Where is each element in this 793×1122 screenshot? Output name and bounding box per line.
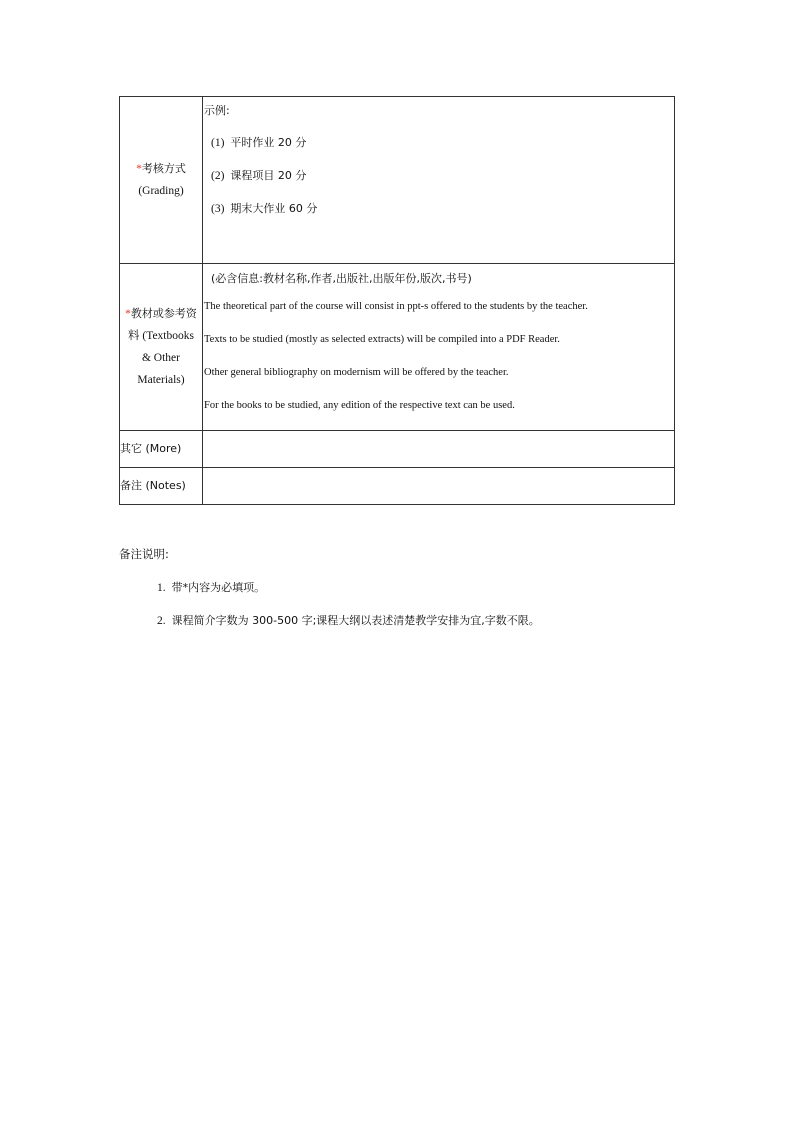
grading-item-num: (3) xyxy=(211,203,225,215)
remarks-title: 备注说明: xyxy=(119,547,169,561)
textbooks-label xyxy=(120,264,203,431)
textbooks-row xyxy=(120,264,675,431)
grading-row xyxy=(120,97,675,264)
remark-num: 1. xyxy=(157,582,166,594)
notes-label-text: 备注 (Notes) xyxy=(120,479,186,492)
textbooks-line: Texts to be studied (mostly as selected extracts) will be compiled into a PDF Reader. xyxy=(204,334,560,345)
more-label-text: 其它 (More) xyxy=(120,442,182,455)
grading-item-num: (2) xyxy=(211,170,225,182)
grading-item-text: 课程项目 20 分 xyxy=(230,169,307,182)
grading-label-en: (Grading) xyxy=(138,185,184,197)
remark-text: 课程简介字数为 300-500 字;课程大纲以表述清楚教学安排为宜,字数不限。 xyxy=(171,614,540,627)
required-star: * xyxy=(125,308,131,320)
textbooks-label-line4: Materials) xyxy=(137,374,185,386)
grading-item-num: (1) xyxy=(211,137,225,149)
grading-item-text: 平时作业 20 分 xyxy=(230,136,307,149)
notes-label xyxy=(120,468,203,505)
textbooks-label-line3: & Other xyxy=(141,352,180,364)
course-info-table xyxy=(119,96,675,505)
remark-item xyxy=(157,612,540,628)
textbooks-line: The theoretical part of the course will consist in ppt-s offered to the students by the teacher. xyxy=(204,301,588,312)
grading-item xyxy=(203,130,674,163)
textbooks-label-line2: 料 (Textbooks xyxy=(128,330,194,342)
grading-heading: 示例: xyxy=(204,104,230,117)
more-value xyxy=(203,431,675,468)
more-label xyxy=(120,431,203,468)
grading-item xyxy=(203,163,674,196)
required-star: * xyxy=(136,163,142,175)
grading-label-cn: 考核方式 xyxy=(141,162,186,175)
grading-item-text: 期末大作业 60 分 xyxy=(230,202,318,215)
textbooks-required-info: (必含信息:教材名称,作者,出版社,出版年份,版次,书号) xyxy=(211,272,472,285)
textbooks-label-line1: 教材或参考资 xyxy=(130,307,197,320)
notes-value xyxy=(203,468,675,505)
grading-label xyxy=(120,97,203,264)
remark-num: 2. xyxy=(157,615,166,627)
remark-text: 带*内容为必填项。 xyxy=(171,581,266,594)
notes-row xyxy=(120,468,675,505)
grading-item xyxy=(203,196,674,229)
textbooks-line: Other general bibliography on modernism will be offered by the teacher. xyxy=(204,367,509,378)
textbooks-content xyxy=(203,264,675,431)
remark-item xyxy=(157,579,265,595)
more-row xyxy=(120,431,675,468)
grading-content xyxy=(203,97,675,264)
textbooks-line: For the books to be studied, any edition of the respective text can be used. xyxy=(204,400,515,411)
